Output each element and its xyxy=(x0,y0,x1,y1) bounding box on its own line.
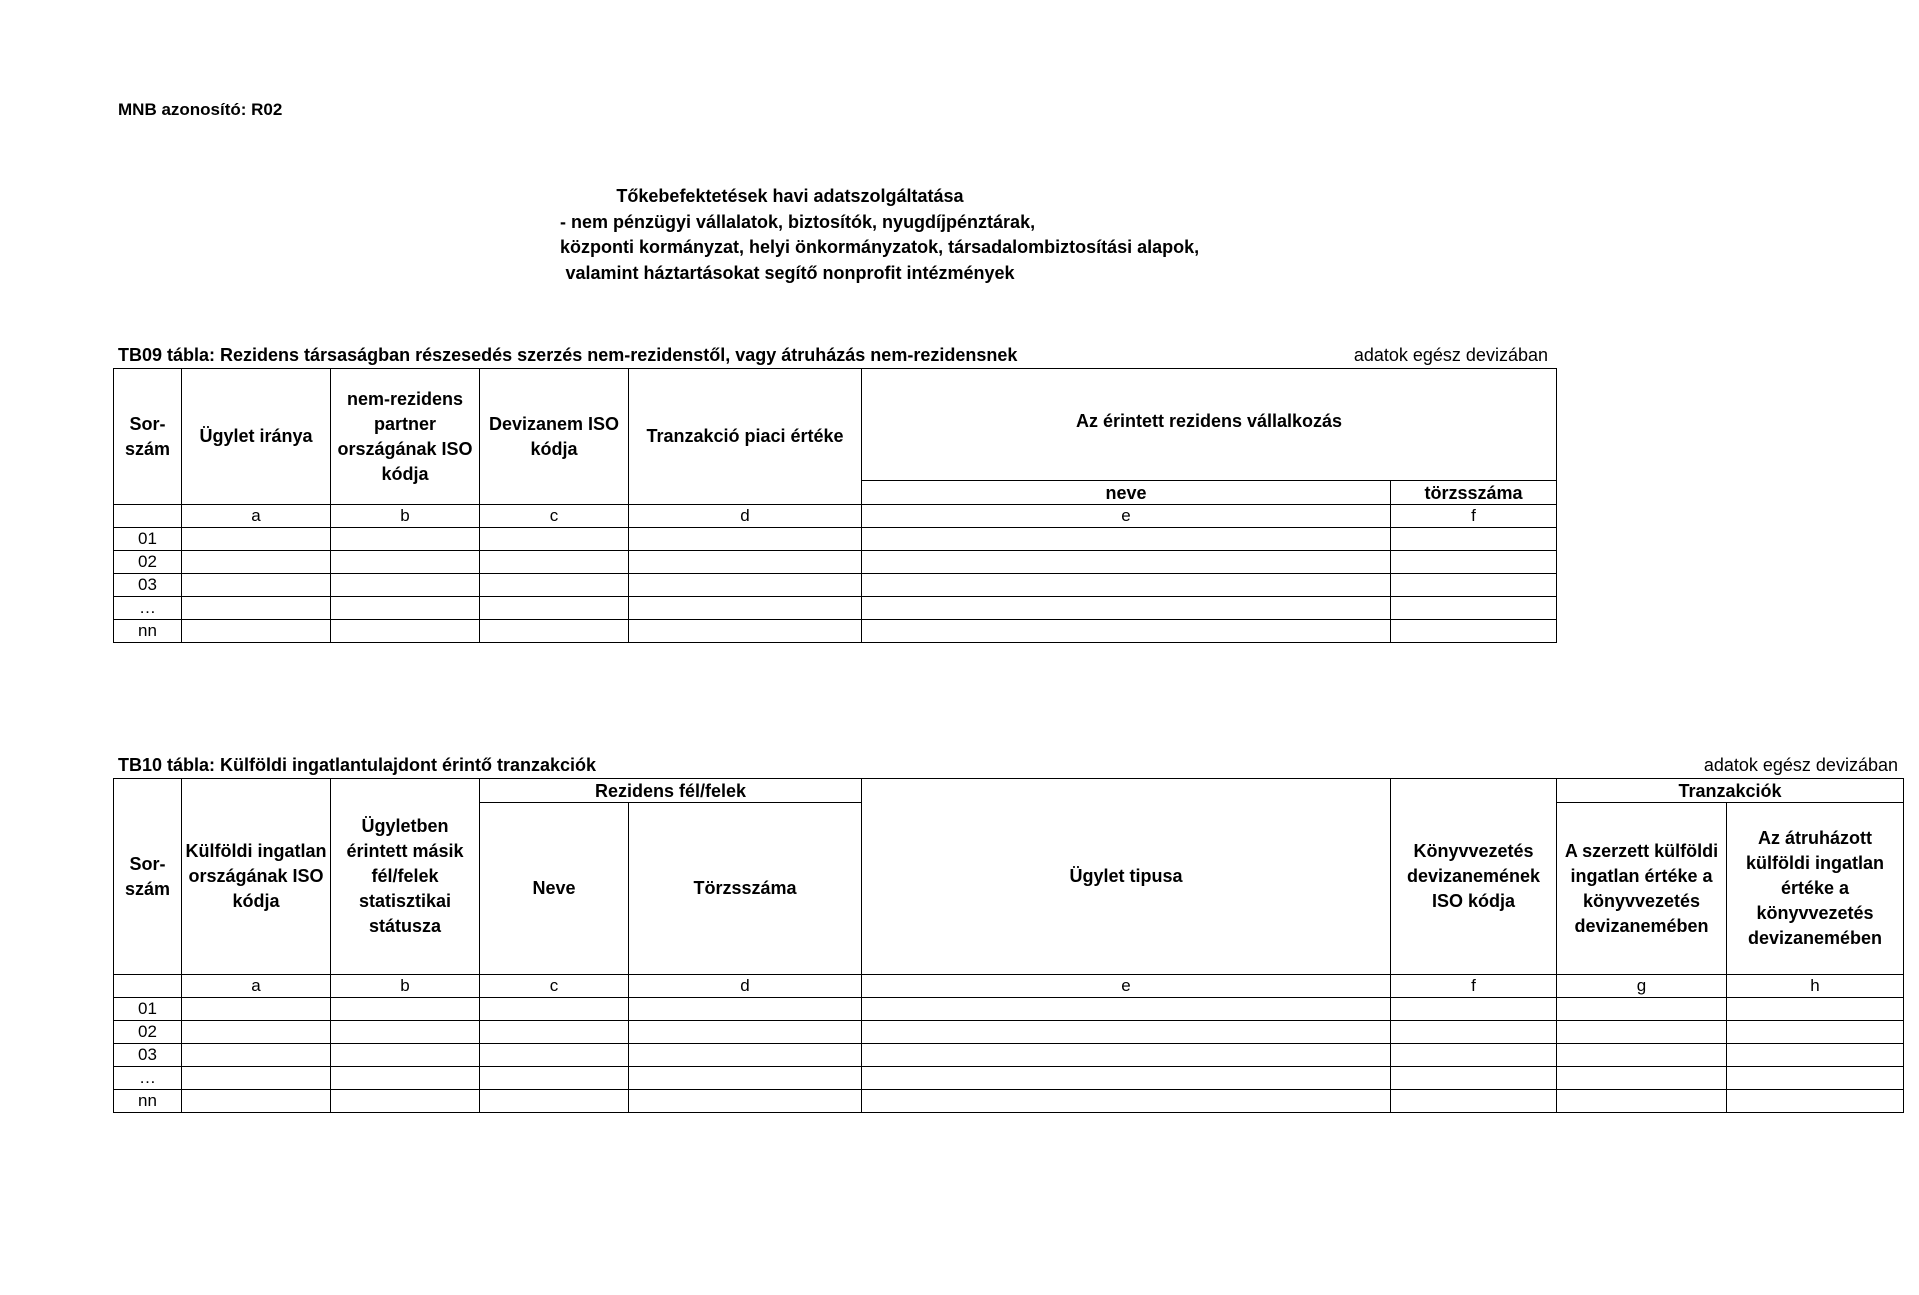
tb09-cell[interactable] xyxy=(480,597,629,620)
tb09-letter-c: c xyxy=(480,505,629,528)
tb10-header-d: Törzsszáma xyxy=(629,803,862,975)
tb10-unit-note: adatok egész devizában xyxy=(1703,755,1898,775)
tb10-cell[interactable] xyxy=(1727,1090,1904,1113)
tb10-cell[interactable] xyxy=(1391,1044,1557,1067)
tb09-cell[interactable] xyxy=(862,574,1391,597)
tb10-cell[interactable] xyxy=(1727,1021,1904,1044)
tb10-cell[interactable] xyxy=(331,998,480,1021)
tb09-letter-d: d xyxy=(629,505,862,528)
tb09-header-f: törzsszáma xyxy=(1391,481,1557,505)
tb10-cell[interactable] xyxy=(1727,1044,1904,1067)
tb09-header-group: Az érintett rezidens vállalkozás xyxy=(862,369,1557,481)
tb09-cell[interactable] xyxy=(182,597,331,620)
tb09-cell[interactable] xyxy=(629,597,862,620)
tb10-letter-g: g xyxy=(1557,975,1727,998)
tb10-letter-c: c xyxy=(480,975,629,998)
tb10-letter-b: b xyxy=(331,975,480,998)
tb09-cell[interactable] xyxy=(629,528,862,551)
tb09-cell[interactable] xyxy=(480,620,629,643)
table-row xyxy=(114,1067,1904,1090)
table-row xyxy=(114,597,1557,620)
tb10-row-number: 02 xyxy=(114,1021,182,1044)
tb10-letter-blank xyxy=(114,975,182,998)
tb09-cell[interactable] xyxy=(182,620,331,643)
tb09-header-b: nem-rezidens partner országának ISO kódja xyxy=(331,369,480,505)
tb09-header-a: Ügylet iránya xyxy=(182,369,331,505)
tb10-row-number: … xyxy=(114,1067,182,1090)
tb09-cell[interactable] xyxy=(1391,597,1557,620)
tb09-header-e: neve xyxy=(862,481,1391,505)
tb10-cell[interactable] xyxy=(331,1044,480,1067)
tb10-cell[interactable] xyxy=(1557,998,1727,1021)
tb10-cell[interactable] xyxy=(182,1021,331,1044)
title-line-3: központi kormányzat, helyi önkormányzatok, társadalombiztosítási alapok, xyxy=(560,237,1200,257)
tb10-cell[interactable] xyxy=(1557,1021,1727,1044)
tb10-cell[interactable] xyxy=(480,1044,629,1067)
tb10-cell[interactable] xyxy=(1727,998,1904,1021)
tb10-header-sorszam: Sor-szám xyxy=(114,779,182,975)
tb10-header-group-tranzakciok: Tranzakciók xyxy=(1557,779,1904,803)
tb10-cell[interactable] xyxy=(862,998,1391,1021)
tb09-cell[interactable] xyxy=(331,620,480,643)
tb10-cell[interactable] xyxy=(1391,1021,1557,1044)
tb09-letter-a: a xyxy=(182,505,331,528)
tb10-letter-h: h xyxy=(1727,975,1904,998)
tb09-row-number: 02 xyxy=(114,551,182,574)
tb09-cell[interactable] xyxy=(862,528,1391,551)
tb10-row-number: nn xyxy=(114,1090,182,1113)
tb09-letter-b: b xyxy=(331,505,480,528)
tb09-cell[interactable] xyxy=(1391,551,1557,574)
tb10-cell[interactable] xyxy=(182,1067,331,1090)
tb10-cell[interactable] xyxy=(1727,1067,1904,1090)
tb09-header-c: Devizanem ISO kódja xyxy=(480,369,629,505)
tb09-row-number: … xyxy=(114,597,182,620)
tb09-letter-row xyxy=(114,505,1557,528)
tb10-row-number: 01 xyxy=(114,998,182,1021)
tb10-header-group-rezidens: Rezidens fél/felek xyxy=(480,779,862,803)
tb10-letter-a: a xyxy=(182,975,331,998)
tb09-row-number: nn xyxy=(114,620,182,643)
tb09-letter-e: e xyxy=(862,505,1391,528)
tb10-cell[interactable] xyxy=(480,998,629,1021)
tb09-cell[interactable] xyxy=(331,574,480,597)
title-line-1: Tőkebefektetések havi adatszolgáltatása xyxy=(616,186,964,206)
title-line-2: - nem pénzügyi vállalatok, biztosítók, nyugdíjpénztárak, xyxy=(560,211,1036,232)
mnb-identifier: MNB azonosító: R02 xyxy=(118,100,283,119)
table-row xyxy=(114,574,1557,597)
tb09-unit-note: adatok egész devizában xyxy=(1353,345,1548,365)
tb10-cell[interactable] xyxy=(1557,1090,1727,1113)
title-line-4: valamint háztartásokat segítő nonprofit intézmények xyxy=(565,262,1015,283)
tb09-cell[interactable] xyxy=(629,620,862,643)
tb10-header-b: Ügyletben érintett másik fél/felek statisztikai státusza xyxy=(331,779,480,975)
tb09-cell[interactable] xyxy=(862,620,1391,643)
tb10-cell[interactable] xyxy=(862,1021,1391,1044)
table-row xyxy=(114,528,1557,551)
tb09-cell[interactable] xyxy=(182,574,331,597)
tb10-header-c: Neve xyxy=(480,803,629,975)
tb10-letter-f: f xyxy=(1391,975,1557,998)
table-row xyxy=(114,1021,1904,1044)
tb09-letter-blank xyxy=(114,505,182,528)
tb10-cell[interactable] xyxy=(331,1090,480,1113)
tb09-caption: TB09 tábla: Rezidens társaságban részesedés szerzés nem-rezidenstől, vagy átruházás nem-rezidensnek xyxy=(118,345,1018,365)
table-row xyxy=(114,998,1904,1021)
tb10-cell[interactable] xyxy=(862,1067,1391,1090)
tb10-cell[interactable] xyxy=(331,1067,480,1090)
tb09-cell[interactable] xyxy=(629,551,862,574)
tb09-cell[interactable] xyxy=(1391,528,1557,551)
tb10-caption: TB10 tábla: Külföldi ingatlantulajdont érintő tranzakciók xyxy=(118,755,597,775)
tb10-letter-d: d xyxy=(629,975,862,998)
tb10-cell[interactable] xyxy=(1557,1067,1727,1090)
tb10-cell[interactable] xyxy=(862,1044,1391,1067)
tb09-cell[interactable] xyxy=(629,574,862,597)
tb10-cell[interactable] xyxy=(629,998,862,1021)
tb10-cell[interactable] xyxy=(182,1090,331,1113)
tb09-cell[interactable] xyxy=(331,528,480,551)
tb10-letter-e: e xyxy=(862,975,1391,998)
table-row xyxy=(114,1090,1904,1113)
tb09-cell[interactable] xyxy=(1391,620,1557,643)
tb10-cell[interactable] xyxy=(1391,1067,1557,1090)
tb09-cell[interactable] xyxy=(862,551,1391,574)
tb09-letter-f: f xyxy=(1391,505,1557,528)
document-title xyxy=(560,184,1200,286)
table-row xyxy=(114,620,1557,643)
tb10-cell[interactable] xyxy=(1557,1044,1727,1067)
tb09-cell[interactable] xyxy=(1391,574,1557,597)
tb09-cell[interactable] xyxy=(331,551,480,574)
tb10-header-g: A szerzett külföldi ingatlan értéke a könyvvezetés devizanemében xyxy=(1557,803,1727,975)
tb10-row-number: 03 xyxy=(114,1044,182,1067)
tb10-table xyxy=(113,778,1904,1113)
tb10-cell[interactable] xyxy=(480,1067,629,1090)
tb09-cell[interactable] xyxy=(182,528,331,551)
tb10-header-f: Könyvvezetés devizanemének ISO kódja xyxy=(1391,779,1557,975)
tb10-cell[interactable] xyxy=(1391,998,1557,1021)
tb10-cell[interactable] xyxy=(862,1090,1391,1113)
tb09-cell[interactable] xyxy=(480,551,629,574)
tb09-cell[interactable] xyxy=(331,597,480,620)
tb09-row-number: 01 xyxy=(114,528,182,551)
tb10-cell[interactable] xyxy=(629,1021,862,1044)
tb09-cell[interactable] xyxy=(862,597,1391,620)
tb09-cell[interactable] xyxy=(182,551,331,574)
tb10-cell[interactable] xyxy=(629,1067,862,1090)
tb10-cell[interactable] xyxy=(1391,1090,1557,1113)
table-row xyxy=(114,1044,1904,1067)
tb09-cell[interactable] xyxy=(480,528,629,551)
tb10-cell[interactable] xyxy=(629,1044,862,1067)
tb10-cell[interactable] xyxy=(480,1090,629,1113)
tb10-cell[interactable] xyxy=(182,1044,331,1067)
table-row xyxy=(114,551,1557,574)
tb10-cell[interactable] xyxy=(182,998,331,1021)
tb10-header-h: Az átruházott külföldi ingatlan értéke a könyvvezetés devizanemében xyxy=(1727,803,1904,975)
tb09-row-number: 03 xyxy=(114,574,182,597)
tb10-cell[interactable] xyxy=(480,1021,629,1044)
tb09-cell[interactable] xyxy=(480,574,629,597)
tb09-table xyxy=(113,368,1557,643)
tb09-header-sorszam: Sor-szám xyxy=(114,369,182,505)
tb09-header-d: Tranzakció piaci értéke xyxy=(629,369,862,505)
tb10-letter-row xyxy=(114,975,1904,998)
tb10-header-e: Ügylet tipusa xyxy=(862,779,1391,975)
tb10-cell[interactable] xyxy=(629,1090,862,1113)
tb10-cell[interactable] xyxy=(331,1021,480,1044)
tb10-header-a: Külföldi ingatlan országának ISO kódja xyxy=(182,779,331,975)
